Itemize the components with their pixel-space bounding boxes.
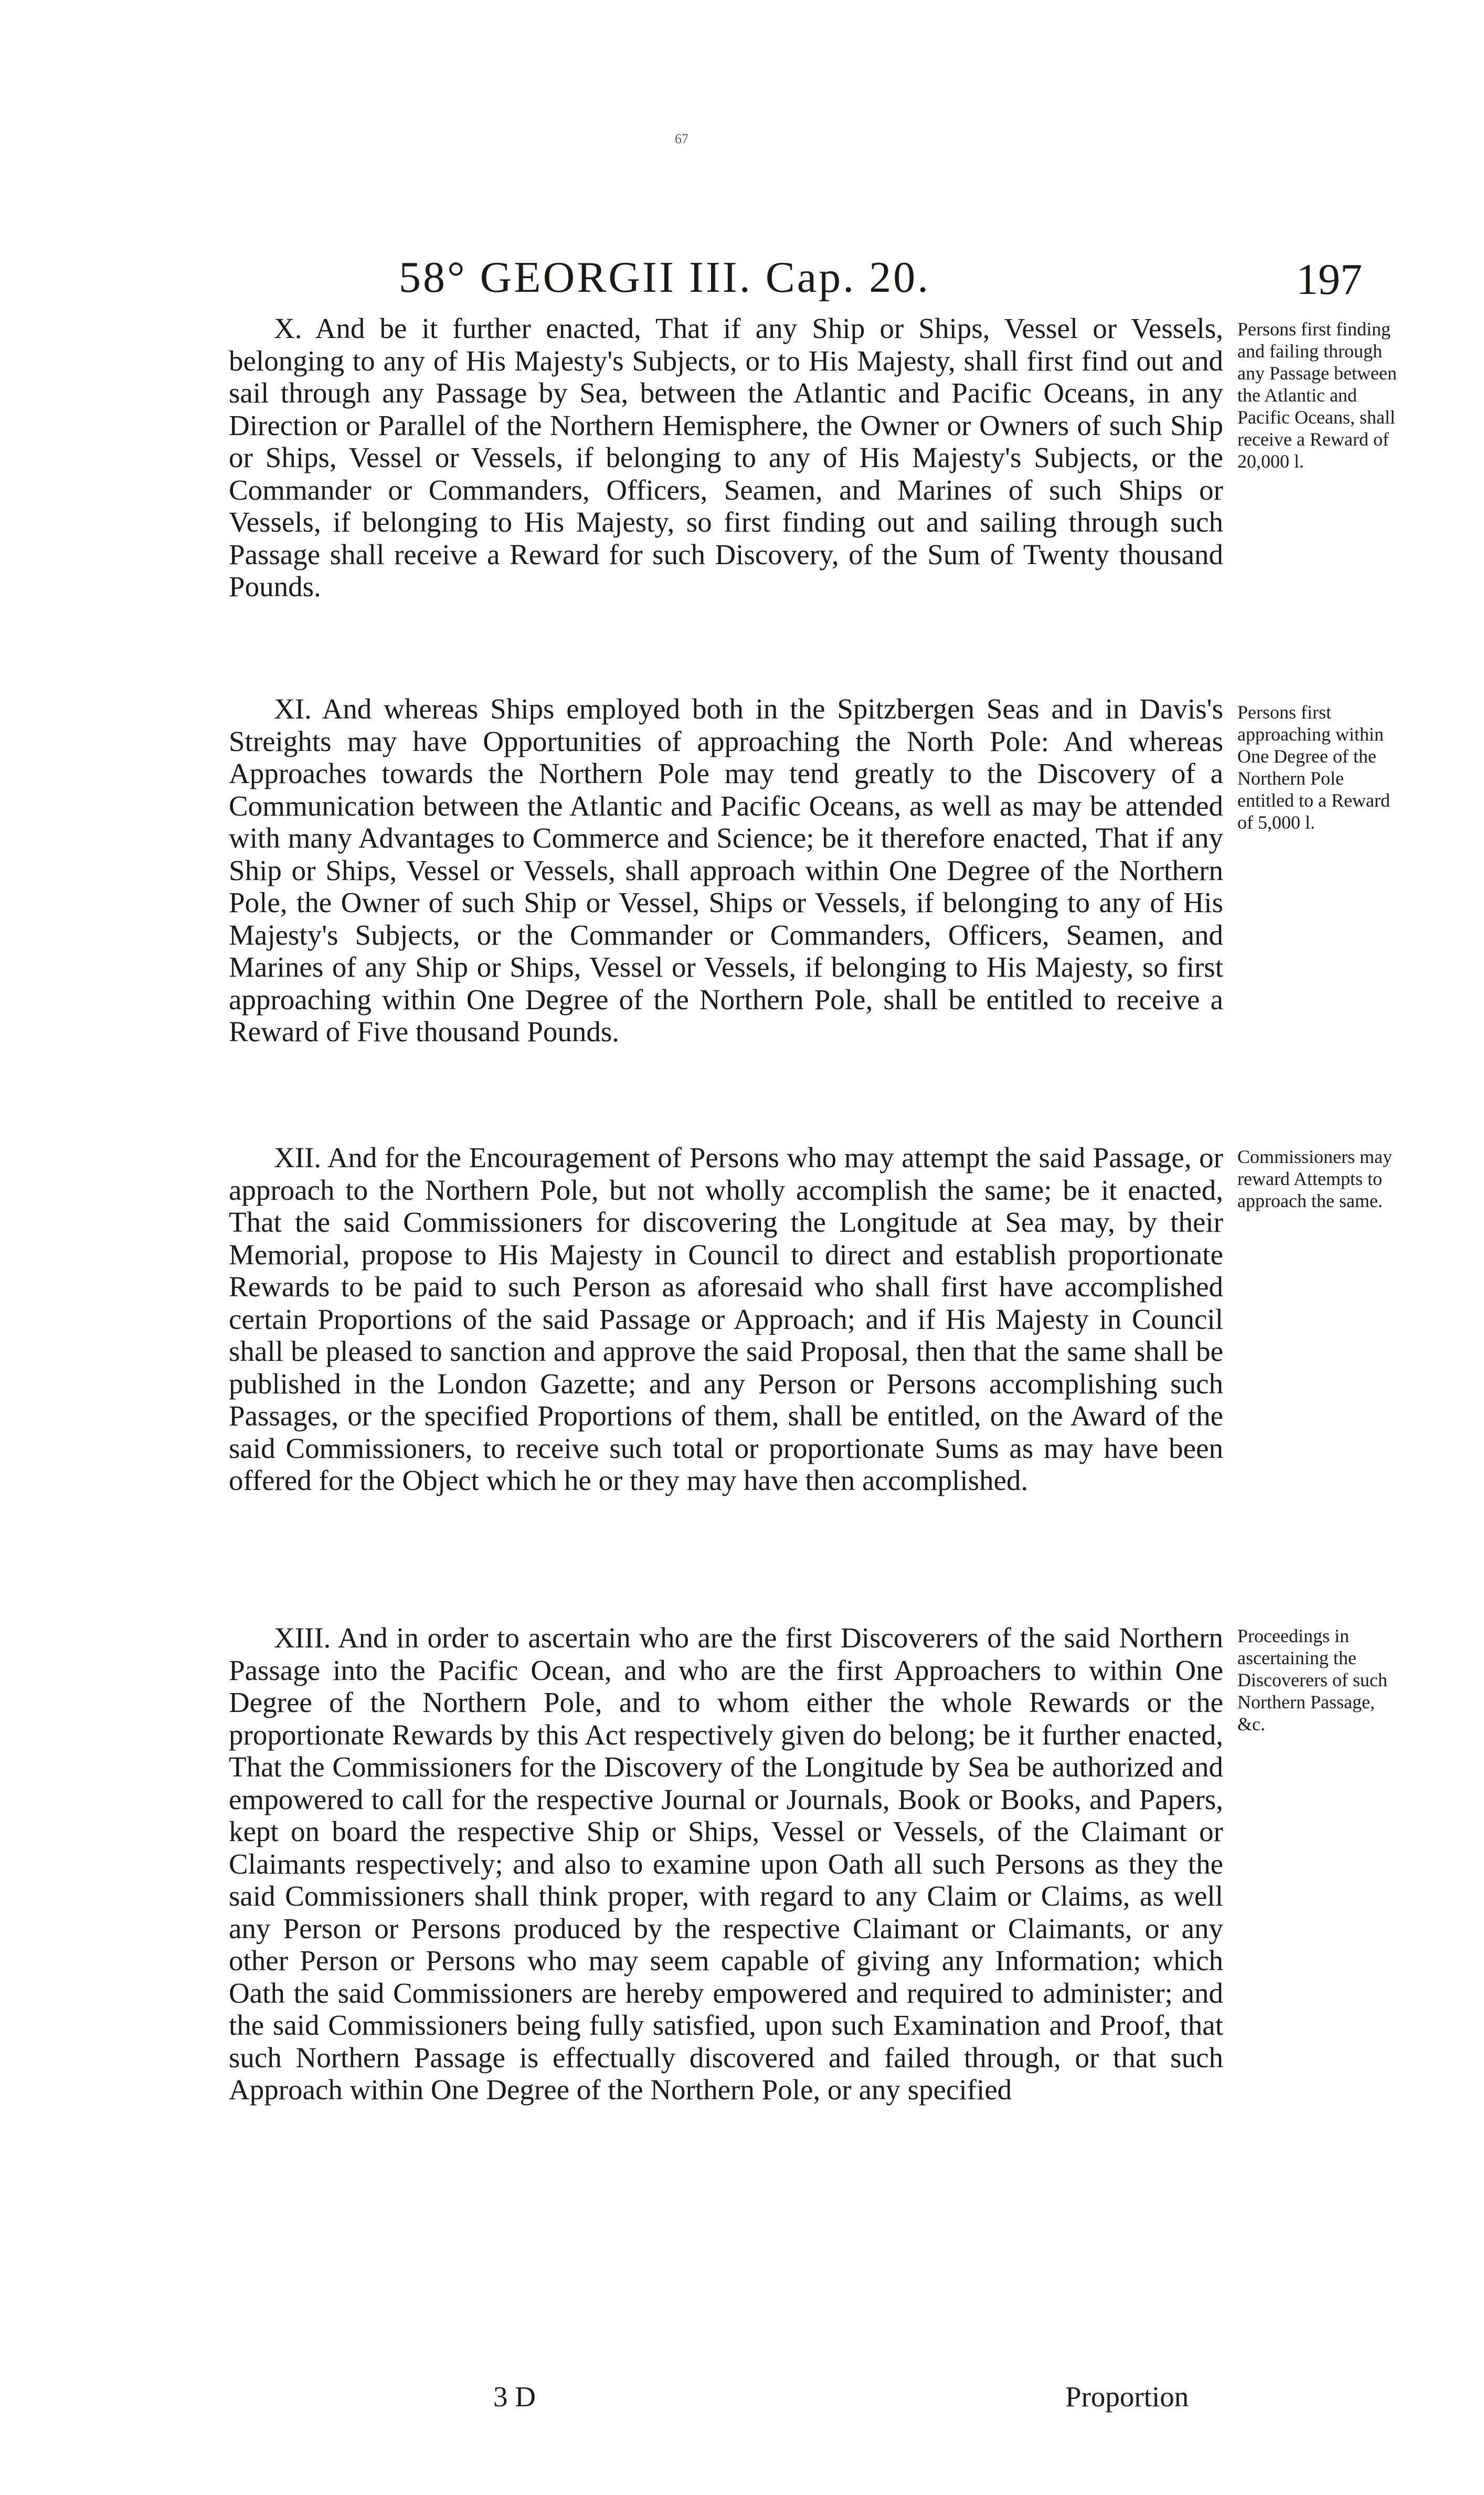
page-number: 197 [1296, 255, 1362, 304]
marginal-note-x: Persons first finding and failing through any Passage between the Atlantic and Pacific Oceans, shall receive a Reward of 20,000 l. [1237, 319, 1397, 472]
catchword: Proportion [1065, 2381, 1189, 2413]
running-title: 58° GEORGII III. Cap. 20. [399, 253, 931, 302]
marginal-note-xiii: Proceedings in ascertaining the Discoverers of such Northern Passage, &c. [1237, 1625, 1387, 1735]
section-xi [229, 693, 1223, 1048]
section-xii-text: XII. And for the Encouragement of Persons who may attempt the said Passage, or approach to the Northern Pole, but not wholly accomplish the same; be it enacted, That the said Commissioners for discovering the Longitude at Sea may, by their Memorial, propose to His Majesty in Council to direct and establish proportionate Rewards to be paid to such Person as aforesaid who shall first have accomplished certain Proportions of the said Passage or Approach; and if His Majesty in Council shall be pleased to sanction and approve the said Proposal, then that the same shall be published in the London Gazette; and any Person or Persons accomplishing such Passages, or the specified Proportions of them, shall be entitled, on the Award of the said Commissioners, to receive such total or proportionate Sums as may have been offered for the Object which he or they may have then accomplished. [229, 1141, 1223, 1496]
page-header [0, 252, 1484, 315]
section-xiii [229, 1622, 1223, 2106]
marginal-note-xi: Persons first approaching within One Degree of the Northern Pole entitled to a Reward of 5,000 l. [1237, 702, 1390, 833]
section-xiii-text: XIII. And in order to ascertain who are the first Discoverers of the said Northern Passage into the Pacific Ocean, and who are the first Approachers to within One Degree of the Northern Pole, and to whom either the whole Rewards or the proportionate Rewards by this Act respectively given do belong; be it further enacted, That the Commissioners for the Discovery of the Longitude by Sea be authorized and empowered to call for the respective Journal or Journals, Book or Books, and Papers, kept on board the respective Ship or Ships, Vessel or Vessels, of the Claimant or Claimants respectively; and also to examine upon Oath all such Persons as they the said Commissioners shall think proper, with regard to any Claim or Claims, as well any Person or Persons produced by the respective Claimant or Claimants, or any other Person or Persons who may seem capable of giving any Information; which Oath the said Commissioners are hereby empowered and required to administer; and the said Commissioners being fully satisfied, upon such Examination and Proof, that such Northern Passage is effectually discovered and failed through, or that such Approach within One Degree of the Northern Pole, or any specified [229, 1622, 1223, 2106]
section-x-text: X. And be it further enacted, That if any Ship or Ships, Vessel or Vessels, belonging to any of His Majesty's Subjects, or to His Majesty, shall first find out and sail through any Passage by Sea, between the Atlantic and Pacific Oceans, in any Direction or Parallel of the Northern Hemisphere, the Owner or Owners of such Ship or Ships, Vessel or Vessels, if belonging to any of His Majesty's Subjects, or the Commander or Commanders, Officers, Seamen, and Marines of such Ships or Vessels, if belonging to His Majesty, so first finding out and sailing through such Passage shall receive a Reward for such Discovery, of the Sum of Twenty thousand Pounds. [229, 312, 1223, 602]
folio-mark: 67 [675, 131, 688, 146]
section-xi-text: XI. And whereas Ships employed both in the Spitzbergen Seas and in Davis's Streights may have Opportunities of approaching the North Pole: And whereas Approaches towards the Northern Pole may tend greatly to the Discovery of a Communication between the Atlantic and Pacific Oceans, as well as may be attended with many Advantages to Commerce and Science; be it therefore enacted, That if any Ship or Ships, Vessel or Vessels, shall approach within One Degree of the Northern Pole, the Owner of such Ship or Vessel, Ships or Vessels, if belonging to any of His Majesty's Subjects, or the Commander or Commanders, Officers, Seamen, and Marines of any Ship or Ships, Vessel or Vessels, if belonging to His Majesty, so first approaching within One Degree of the Northern Pole, shall be entitled to receive a Reward of Five thousand Pounds. [229, 693, 1223, 1048]
marginal-note-xii: Commissioners may reward Attempts to approach the same. [1237, 1146, 1392, 1211]
signature-mark: 3 D [493, 2381, 536, 2413]
section-x [229, 312, 1223, 603]
page-footer [0, 2380, 1484, 2422]
section-xii [229, 1141, 1223, 1497]
